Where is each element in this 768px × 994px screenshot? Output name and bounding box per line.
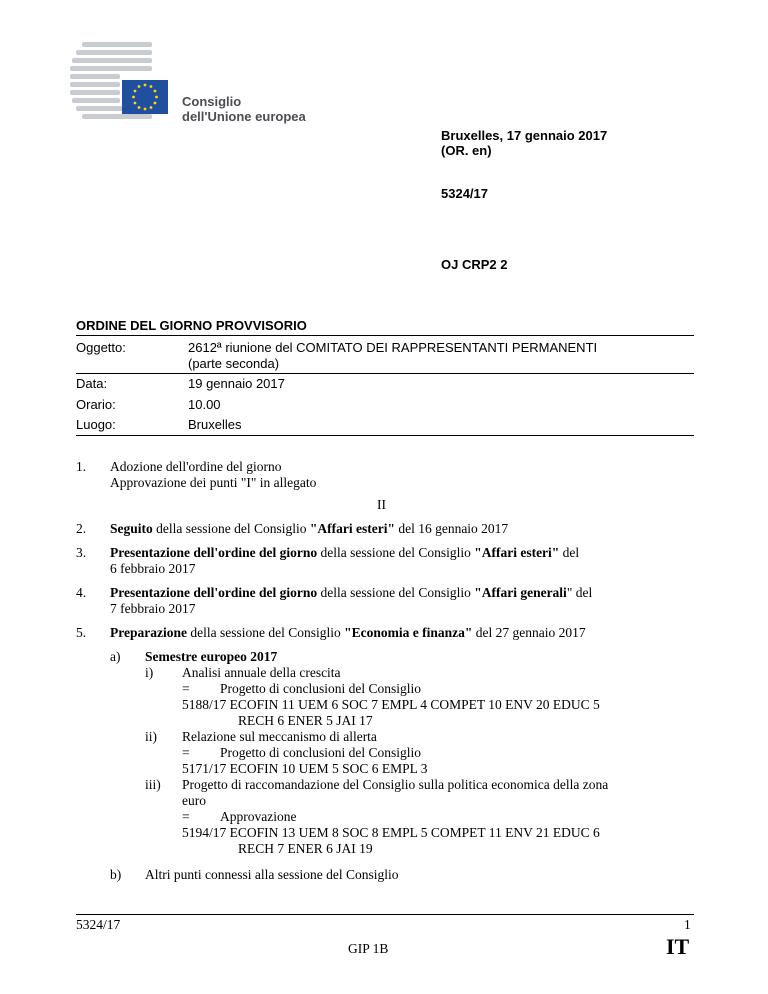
- orario-label: Orario:: [76, 397, 116, 412]
- sub-b-text: Altri punti connessi alla sessione del Consiglio: [145, 867, 399, 882]
- item4-text: Presentazione dell'ordine del giorno della sessione del Consiglio "Affari generali" del: [110, 585, 593, 600]
- sub-i-eq: =: [182, 681, 190, 696]
- sub-i-eq-text: Progetto di conclusioni del Consiglio: [220, 681, 421, 696]
- sub-iii-ref1: 5194/17 ECOFIN 13 UEM 8 SOC 8 EMPL 5 COMPET 11 ENV 21 EDUC 6: [182, 825, 600, 840]
- sub-iii-title2: euro: [182, 793, 206, 808]
- info-rule: [76, 373, 694, 374]
- item3-text: Presentazione dell'ordine del giorno della sessione del Consiglio "Affari esteri" del: [110, 545, 580, 560]
- footer-doc-number: 5324/17: [76, 917, 121, 932]
- footer-page-number: 1: [684, 917, 691, 932]
- item2-text: Seguito della sessione del Consiglio "Affari esteri" del 16 gennaio 2017: [110, 521, 509, 536]
- info-bottom-rule: [76, 435, 694, 436]
- sub-ii-title: Relazione sul meccanismo di allerta: [182, 729, 377, 744]
- sub-ii-ref1: 5171/17 ECOFIN 10 UEM 5 SOC 6 EMPL 3: [182, 761, 428, 776]
- sub-iii-eq: =: [182, 809, 190, 824]
- sub-iii-eq-text: Approvazione: [220, 809, 297, 824]
- sub-i-number: i): [145, 665, 154, 680]
- section-heading: II: [377, 497, 386, 512]
- logo-line2: dell'Unione europea: [182, 109, 306, 124]
- document-title: ORDINE DEL GIORNO PROVVISORIO: [76, 318, 307, 333]
- oggetto-line1: 2612ª riunione del COMITATO DEI RAPPRESENTANTI PERMANENTI: [188, 340, 598, 355]
- sub-ii-eq-text: Progetto di conclusioni del Consiglio: [220, 745, 421, 760]
- sub-i-ref2: RECH 6 ENER 5 JAI 17: [238, 713, 373, 728]
- sub-ii-eq: =: [182, 745, 190, 760]
- item4-line2: 7 febbraio 2017: [110, 601, 196, 616]
- document-number: 5324/17: [441, 186, 488, 201]
- logo-line1: Consiglio: [182, 94, 242, 109]
- data-value: 19 gennaio 2017: [188, 376, 285, 391]
- sub-a-letter: a): [110, 649, 121, 664]
- footer-rule: [76, 914, 694, 915]
- council-logo: [70, 38, 340, 128]
- luogo-value: Bruxelles: [188, 417, 242, 432]
- item1-number: 1.: [76, 459, 87, 474]
- item3-line2: 6 febbraio 2017: [110, 561, 196, 576]
- sub-iii-ref2: RECH 7 ENER 6 JAI 19: [238, 841, 373, 856]
- sub-i-ref1: 5188/17 ECOFIN 11 UEM 6 SOC 7 EMPL 4 COMPET 10 ENV 20 EDUC 5: [182, 697, 600, 712]
- item5-number: 5.: [76, 625, 87, 640]
- data-label: Data:: [76, 376, 108, 391]
- orario-value: 10.00: [188, 397, 221, 412]
- luogo-label: Luogo:: [76, 417, 116, 432]
- place-date: Bruxelles, 17 gennaio 2017: [441, 128, 608, 143]
- sub-ii-number: ii): [145, 729, 157, 744]
- original-language: (OR. en): [441, 143, 492, 158]
- item4-number: 4.: [76, 585, 87, 600]
- item1-line2: Approvazione dei punti "I" in allegato: [110, 475, 317, 490]
- oggetto-label: Oggetto:: [76, 340, 126, 355]
- title-rule: [76, 335, 694, 336]
- item2-number: 2.: [76, 521, 87, 536]
- sub-a-heading: Semestre europeo 2017: [145, 649, 278, 664]
- sub-iii-title1: Progetto di raccomandazione del Consiglio sulla politica economica della zona: [182, 777, 609, 792]
- sub-b-letter: b): [110, 867, 122, 882]
- oj-reference: OJ CRP2 2: [441, 257, 508, 272]
- sub-iii-number: iii): [145, 777, 161, 792]
- sub-i-title: Analisi annuale della crescita: [182, 665, 341, 680]
- footer-service: GIP 1B: [348, 941, 389, 956]
- council-building-icon: [70, 38, 190, 128]
- item1-line1: Adozione dell'ordine del giorno: [110, 459, 282, 474]
- item3-number: 3.: [76, 545, 87, 560]
- oggetto-line2: (parte seconda): [188, 356, 280, 371]
- item5-text: Preparazione della sessione del Consiglio "Economia e finanza" del 27 gennaio 2017: [110, 625, 586, 640]
- footer-language: IT: [666, 934, 690, 959]
